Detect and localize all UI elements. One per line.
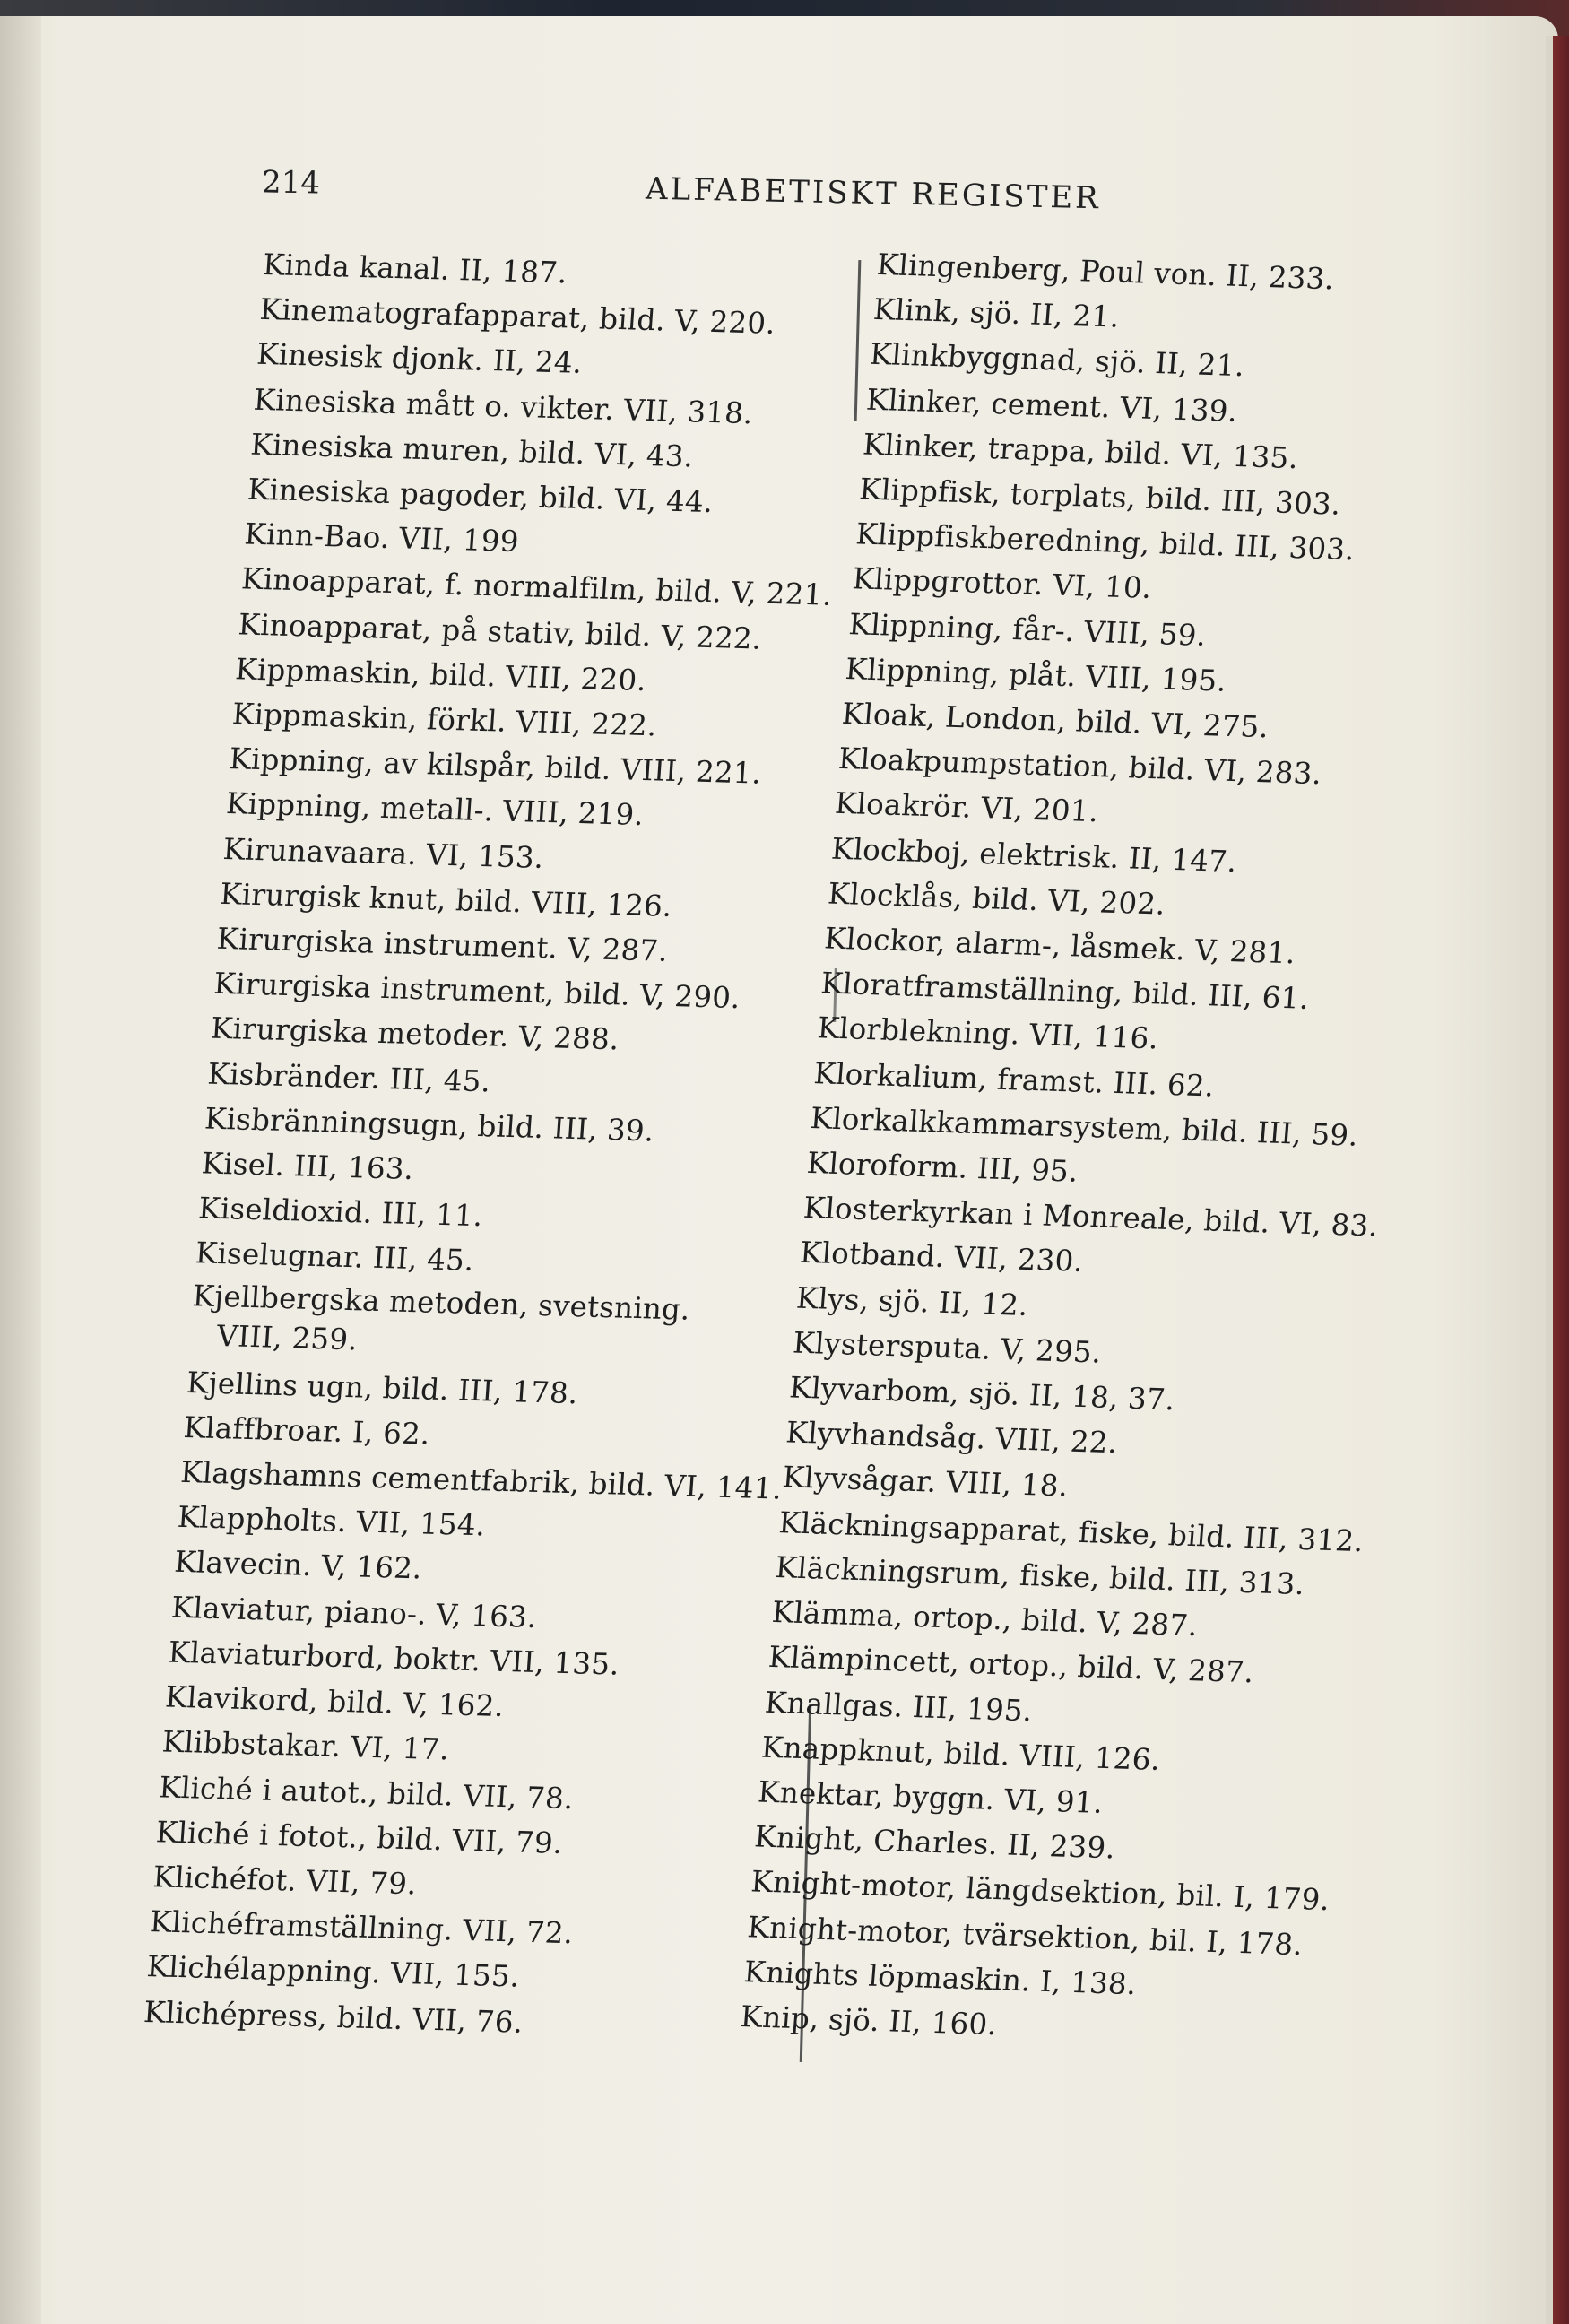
index-entry: Klämma, ortop., bild. V, 287. bbox=[770, 1595, 1200, 1643]
index-entry: Klippfiskberedning, bild. III, 303. bbox=[854, 516, 1357, 568]
index-entry: Klocklås, bild. VI, 202. bbox=[826, 876, 1167, 922]
index-entry: Klyvarbom, sjö. II, 18, 37. bbox=[788, 1370, 1176, 1418]
index-entry: Kinoapparat, på stativ, bild. V, 222. bbox=[237, 607, 763, 656]
index-entry: Klaviaturbord, boktr. VII, 135. bbox=[167, 1635, 621, 1682]
index-entry: Kloratframställning, bild. III, 61. bbox=[819, 966, 1311, 1017]
index-entry: Klyvhandsåg. VIII, 22. bbox=[784, 1415, 1119, 1461]
index-entry: Klosterkyrkan i Monreale, bild. VI, 83. bbox=[802, 1191, 1380, 1244]
index-entry: Klippfisk, torplats, bild. III, 303. bbox=[858, 472, 1342, 522]
index-entry: Knappknut, bild. VIII, 126. bbox=[759, 1730, 1162, 1777]
index-entry: Klaviatur, piano-. V, 163. bbox=[169, 1590, 538, 1635]
index-entry: Klotband. VII, 230. bbox=[798, 1236, 1085, 1279]
index-entry: Kirurgisk knut, bild. VIII, 126. bbox=[219, 876, 673, 924]
index-entry: Kisel. III, 163. bbox=[200, 1146, 415, 1187]
index-entry: Kiselugnar. III, 45. bbox=[194, 1236, 475, 1279]
index-entry: Kläckningsrum, fiske, bild. III, 313. bbox=[774, 1549, 1306, 1601]
index-entry: Klichéfot. VII, 79. bbox=[152, 1860, 418, 1902]
index-entry: Kirurgiska instrument, bild. V, 290. bbox=[212, 967, 741, 1016]
index-entry: Klavikord, bild. V, 162. bbox=[164, 1679, 506, 1724]
book-cover-right-edge bbox=[1546, 36, 1569, 2324]
index-entry: Klinkbyggnad, sjö. II, 21. bbox=[868, 337, 1246, 384]
index-entry: Klappholts. VII, 154. bbox=[176, 1500, 487, 1543]
index-entry: Klockor, alarm-, låsmek. V, 281. bbox=[823, 921, 1297, 971]
index-entry: Kliché i autot., bild. VII, 78. bbox=[158, 1769, 575, 1816]
index-entry: Kippmaskin, bild. VIII, 220. bbox=[234, 652, 648, 698]
index-entry: Klorkalium, framst. III. 62. bbox=[812, 1055, 1216, 1104]
index-entry: Klinker, cement. VI, 139. bbox=[864, 382, 1239, 429]
index-entry: Kloakpumpstation, bild. VI, 283. bbox=[837, 741, 1323, 792]
index-entry: Klippning, får-. VIII, 59. bbox=[847, 606, 1208, 653]
index-entry: Knight-motor, tvärsektion, bil. I, 178. bbox=[746, 1909, 1305, 1962]
index-entry: Kinesisk djonk. II, 24. bbox=[256, 337, 584, 381]
index-entry: Kinesiska mått o. vikter. VII, 318. bbox=[252, 382, 754, 430]
index-entry: Kiseldioxid. III, 11. bbox=[197, 1191, 484, 1234]
page-title: ALFABETISKT REGISTER bbox=[645, 170, 1102, 217]
index-entry: Knight-motor, längdsektion, bil. I, 179. bbox=[750, 1864, 1331, 1918]
index-entry: Kloak, London, bild. VI, 275. bbox=[840, 697, 1270, 745]
index-entry: Kinda kanal. II, 187. bbox=[262, 247, 568, 290]
index-entry: Klichélappning. VII, 155. bbox=[145, 1949, 521, 1994]
index-entry: Klippning, plåt. VIII, 195. bbox=[844, 651, 1228, 698]
index-entry: Klorblekning. VII, 116. bbox=[816, 1010, 1160, 1056]
index-entry: Kinesiska pagoder, bild. VI, 44. bbox=[246, 472, 715, 520]
index-entry: Klaffbroar. I, 62. bbox=[182, 1409, 431, 1452]
index-entry: Kinematografapparat, bild. V, 220. bbox=[258, 292, 777, 342]
index-entry: Klippgrottor. VI, 10. bbox=[851, 561, 1153, 606]
index-entry: Kisbränder. III, 45. bbox=[206, 1056, 492, 1099]
index-entry: Kloakrör. VI, 201. bbox=[833, 786, 1100, 829]
index-entry: Klavecin. V, 162. bbox=[173, 1545, 423, 1586]
index-entry: Kjellins ugn, bild. III, 178. bbox=[186, 1365, 579, 1410]
index-entry: Kippning, av kilspår, bild. VIII, 221. bbox=[228, 741, 763, 791]
index-entry: Kirunavaara. VI, 153. bbox=[221, 831, 545, 875]
index-entry: Klichépress, bild. VII, 76. bbox=[143, 1994, 524, 2040]
page-gutter bbox=[0, 16, 41, 2324]
index-entry: Knektar, byggn. VI, 91. bbox=[757, 1774, 1105, 1820]
index-entry: Kjellbergska metoden, svetsning. VIII, 259. bbox=[191, 1278, 691, 1357]
index-entry: Klink, sjö. II, 21. bbox=[871, 292, 1122, 334]
page-number: 214 bbox=[261, 164, 321, 202]
index-entry: Klys, sjö. II, 12. bbox=[794, 1280, 1030, 1322]
index-entry: Klämpincett, ortop., bild. V, 287. bbox=[767, 1640, 1255, 1690]
index-entry: Kippning, metall-. VIII, 219. bbox=[224, 786, 646, 833]
index-entry: Kläckningsapparat, fiske, bild. III, 312. bbox=[777, 1505, 1365, 1558]
index-entry: Kippmaskin, förkl. VIII, 222. bbox=[230, 697, 658, 743]
index-entry: Knallgas. III, 195. bbox=[763, 1685, 1034, 1728]
index-entry: Kliché i fotot., bild. VII, 79. bbox=[154, 1815, 564, 1860]
index-entry: Klingenberg, Poul von. II, 233. bbox=[875, 247, 1336, 297]
index-entry: Kisbränningsugn, bild. III, 39. bbox=[204, 1101, 655, 1149]
index-entry: Klibbstakar. VI, 17. bbox=[160, 1724, 451, 1767]
index-entry: Kinoapparat, f. normalfilm, bild. V, 221. bbox=[240, 561, 834, 613]
index-entry: Klockboj, elektrisk. II, 147. bbox=[829, 831, 1238, 879]
index-entry: Kloroform. III, 95. bbox=[805, 1146, 1080, 1189]
index-entry: Klagshamns cementfabrik, bild. VI, 141. bbox=[179, 1455, 784, 1506]
index-entry: Klyvsågar. VIII, 18. bbox=[781, 1460, 1070, 1504]
index-entry: Klichéframställning. VII, 72. bbox=[148, 1904, 575, 1951]
index-entry: Knight, Charles. II, 239. bbox=[753, 1819, 1117, 1866]
index-entry: Klystersputa. V, 295. bbox=[792, 1325, 1103, 1370]
index-entry: Knights löpmaskin. I, 138. bbox=[742, 1954, 1138, 2001]
index-entry: Kinesiska muren, bild. VI, 43. bbox=[249, 427, 695, 474]
page-header bbox=[0, 0, 1569, 233]
index-entry: Klorkalkkammarsystem, bild. III, 59. bbox=[809, 1100, 1360, 1153]
index-entry: Knip, sjö. II, 160. bbox=[739, 1999, 999, 2042]
index-entry: Kirurgiska instrument. V, 287. bbox=[215, 921, 670, 968]
index-entry: Kinn-Bao. VII, 199 bbox=[243, 516, 520, 559]
index-entry: Kirurgiska metoder. V, 288. bbox=[209, 1011, 620, 1057]
index-entry: Klinker, trappa, bild. VI, 135. bbox=[861, 427, 1300, 476]
